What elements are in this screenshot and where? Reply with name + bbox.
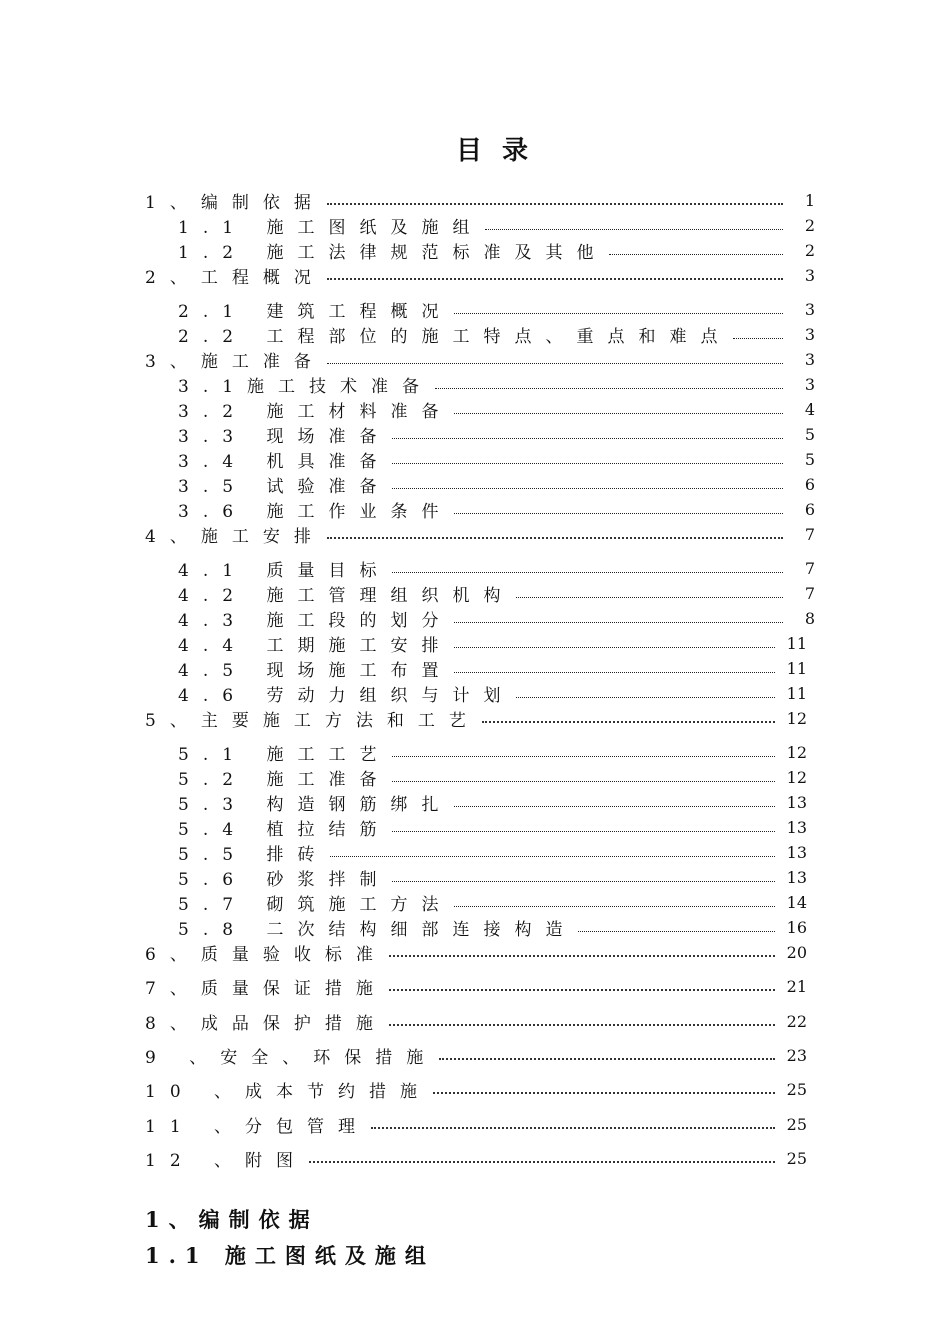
toc-entry[interactable] (178, 323, 815, 345)
toc-page-number: 23 (786, 1045, 807, 1065)
toc-entry[interactable] (145, 975, 807, 997)
toc-dot-leader (454, 657, 775, 679)
toc-entry[interactable] (145, 348, 815, 370)
toc-page-number: 12 (786, 767, 807, 787)
toc-dot-leader (309, 1147, 775, 1169)
toc-dot-leader (439, 1044, 775, 1066)
toc-page-number: 2 (804, 240, 815, 260)
toc-dot-leader (516, 582, 783, 604)
toc-entry-label: 5.2 施工准备 (178, 769, 391, 790)
toc-entry-label: 4.5 现场施工布置 (178, 660, 453, 681)
toc-page-number: 7 (804, 524, 815, 544)
toc-dot-leader (454, 791, 775, 813)
toc-entry-label: 3.3 现场准备 (178, 426, 391, 447)
toc-title: 目录 (455, 136, 548, 166)
toc-entry-label: 5.7 砌筑施工方法 (178, 894, 453, 915)
toc-entry[interactable] (145, 264, 815, 286)
toc-entry[interactable] (178, 398, 815, 420)
toc-entry[interactable] (178, 423, 815, 445)
section-heading: 1.1 施工图纸及施组 (145, 1243, 435, 1268)
toc-entry-label: 4.2 施工管理组织机构 (178, 585, 515, 606)
toc-page-number: 11 (786, 633, 807, 653)
toc-page-number: 1 (804, 190, 815, 210)
toc-entry-label: 8、成品保护措施 (145, 1013, 387, 1034)
toc-entry[interactable] (145, 1113, 807, 1135)
toc-page-number: 13 (786, 867, 807, 887)
toc-entry-label: 5.6 砂浆拌制 (178, 869, 391, 890)
toc-entry[interactable] (178, 632, 807, 654)
toc-entry-label: 10 、成本节约措施 (145, 1081, 432, 1102)
toc-page-number: 25 (786, 1148, 807, 1168)
toc-entry[interactable] (178, 239, 815, 261)
toc-entry[interactable] (145, 523, 815, 545)
toc-page-number: 3 (804, 349, 815, 369)
toc-entry-label: 4.3 施工段的划分 (178, 610, 453, 631)
toc-dot-leader (435, 373, 783, 395)
toc-entry[interactable] (145, 1044, 807, 1066)
toc-dot-leader (392, 816, 775, 838)
toc-entry[interactable] (178, 791, 807, 813)
toc-page-number: 13 (786, 817, 807, 837)
toc-page-number: 8 (804, 608, 815, 628)
toc-entry[interactable] (145, 1078, 807, 1100)
toc-page-number: 22 (786, 1011, 807, 1031)
toc-entry-label: 4、施工安排 (145, 526, 325, 547)
toc-dot-leader (392, 866, 775, 888)
toc-entry-label: 3、施工准备 (145, 351, 325, 372)
toc-dot-leader (392, 557, 783, 579)
toc-entry[interactable] (178, 557, 815, 579)
toc-page-number: 5 (804, 424, 815, 444)
toc-page-number: 3 (804, 324, 815, 344)
toc-entry[interactable] (178, 214, 815, 236)
toc-dot-leader (485, 214, 783, 236)
toc-dot-leader (433, 1078, 775, 1100)
toc-page-number: 13 (786, 792, 807, 812)
toc-dot-leader (389, 975, 775, 997)
toc-page-number: 7 (804, 558, 815, 578)
toc-entry-label: 5、主要施工方法和工艺 (145, 710, 480, 731)
toc-entry-label: 4.1 质量目标 (178, 560, 391, 581)
toc-entry-label: 5.1 施工工艺 (178, 744, 391, 765)
toc-page-number: 3 (804, 265, 815, 285)
toc-page-number: 6 (804, 474, 815, 494)
toc-dot-leader (733, 323, 783, 345)
toc-entry[interactable] (178, 682, 807, 704)
toc-entry-label: 3.2 施工材料准备 (178, 401, 453, 422)
toc-page-number: 2 (804, 215, 815, 235)
toc-dot-leader (327, 189, 783, 211)
toc-entry[interactable] (178, 816, 807, 838)
toc-dot-leader (392, 766, 775, 788)
toc-entry-label: 3.4 机具准备 (178, 451, 391, 472)
toc-entry[interactable] (178, 866, 807, 888)
toc-entry[interactable] (145, 707, 807, 729)
toc-page-number: 12 (786, 708, 807, 728)
toc-entry[interactable] (178, 498, 815, 520)
toc-entry-label: 2.1 建筑工程概况 (178, 301, 453, 322)
toc-page-number: 21 (786, 976, 807, 996)
toc-entry-label: 11 、分包管理 (145, 1116, 370, 1137)
toc-dot-leader (392, 741, 775, 763)
toc-dot-leader (516, 682, 775, 704)
toc-entry-label: 5.8 二次结构细部连接构造 (178, 919, 577, 940)
toc-entry[interactable] (178, 657, 807, 679)
toc-entry[interactable] (145, 941, 807, 963)
toc-entry[interactable] (178, 841, 807, 863)
toc-entry-label: 3.1施工技术准备 (178, 376, 434, 397)
toc-dot-leader (454, 398, 783, 420)
toc-page-number: 4 (804, 399, 815, 419)
toc-entry-label: 1.2 施工法律规范标准及其他 (178, 242, 608, 263)
toc-page-number: 11 (786, 683, 807, 703)
toc-entry-label: 9 、安全、环保措施 (145, 1047, 438, 1068)
toc-entry-label: 4.6 劳动力组织与计划 (178, 685, 515, 706)
toc-entry-label: 6、质量验收标准 (145, 944, 387, 965)
toc-entry[interactable] (145, 1147, 807, 1169)
toc-entry-label: 7、质量保证措施 (145, 978, 387, 999)
toc-entry-label: 5.5 排砖 (178, 844, 329, 865)
toc-entry-label: 3.6 施工作业条件 (178, 501, 453, 522)
toc-entry[interactable] (145, 189, 815, 211)
toc-entry-label: 3.5 试验准备 (178, 476, 391, 497)
toc-dot-leader (609, 239, 783, 261)
toc-page-number: 12 (786, 742, 807, 762)
toc-dot-leader (482, 707, 775, 729)
toc-dot-leader (454, 891, 775, 913)
toc-dot-leader (454, 298, 783, 320)
toc-entry-label: 1.1 施工图纸及施组 (178, 217, 484, 238)
toc-entry[interactable] (178, 582, 815, 604)
toc-page-number: 16 (786, 917, 807, 937)
toc-entry-label: 1、编制依据 (145, 192, 325, 213)
toc-entry[interactable] (178, 916, 807, 938)
toc-entry[interactable] (178, 607, 815, 629)
toc-entry-label: 5.3 构造钢筋绑扎 (178, 794, 453, 815)
toc-entry[interactable] (178, 766, 807, 788)
toc-page-number: 13 (786, 842, 807, 862)
toc-entry[interactable] (178, 741, 807, 763)
toc-entry-label: 5.4 植拉结筋 (178, 819, 391, 840)
toc-entry-label: 4.4 工期施工安排 (178, 635, 453, 656)
toc-page-number: 25 (786, 1114, 807, 1134)
toc-dot-leader (454, 607, 783, 629)
toc-entry[interactable] (145, 1010, 807, 1032)
toc-dot-leader (392, 448, 783, 470)
section-heading: 1、编制依据 (145, 1207, 319, 1232)
toc-dot-leader (578, 916, 775, 938)
toc-page-number: 5 (804, 449, 815, 469)
toc-dot-leader (327, 348, 783, 370)
toc-entry[interactable] (178, 473, 815, 495)
toc-entry-label: 12 、附图 (145, 1150, 308, 1171)
toc-dot-leader (327, 264, 783, 286)
toc-dot-leader (389, 941, 775, 963)
toc-dot-leader (454, 498, 783, 520)
toc-page-number: 20 (786, 942, 807, 962)
toc-dot-leader (371, 1113, 775, 1135)
toc-page-number: 3 (804, 299, 815, 319)
toc-entry[interactable] (178, 298, 815, 320)
toc-dot-leader (392, 423, 783, 445)
toc-page-number: 25 (786, 1079, 807, 1099)
toc-dot-leader (327, 523, 783, 545)
toc-dot-leader (389, 1010, 775, 1032)
toc-page-number: 3 (804, 374, 815, 394)
toc-page-number: 11 (786, 658, 807, 678)
toc-entry[interactable] (178, 448, 815, 470)
toc-dot-leader (392, 473, 783, 495)
toc-page-number: 14 (786, 892, 807, 912)
toc-page-number: 6 (804, 499, 815, 519)
toc-entry-label: 2.2 工程部位的施工特点、重点和难点 (178, 326, 732, 347)
toc-entry[interactable] (178, 891, 807, 913)
toc-entry-label: 2、工程概况 (145, 267, 325, 288)
toc-dot-leader (454, 632, 775, 654)
toc-dot-leader (330, 841, 775, 863)
toc-page-number: 7 (804, 583, 815, 603)
toc-entry[interactable] (178, 373, 815, 395)
